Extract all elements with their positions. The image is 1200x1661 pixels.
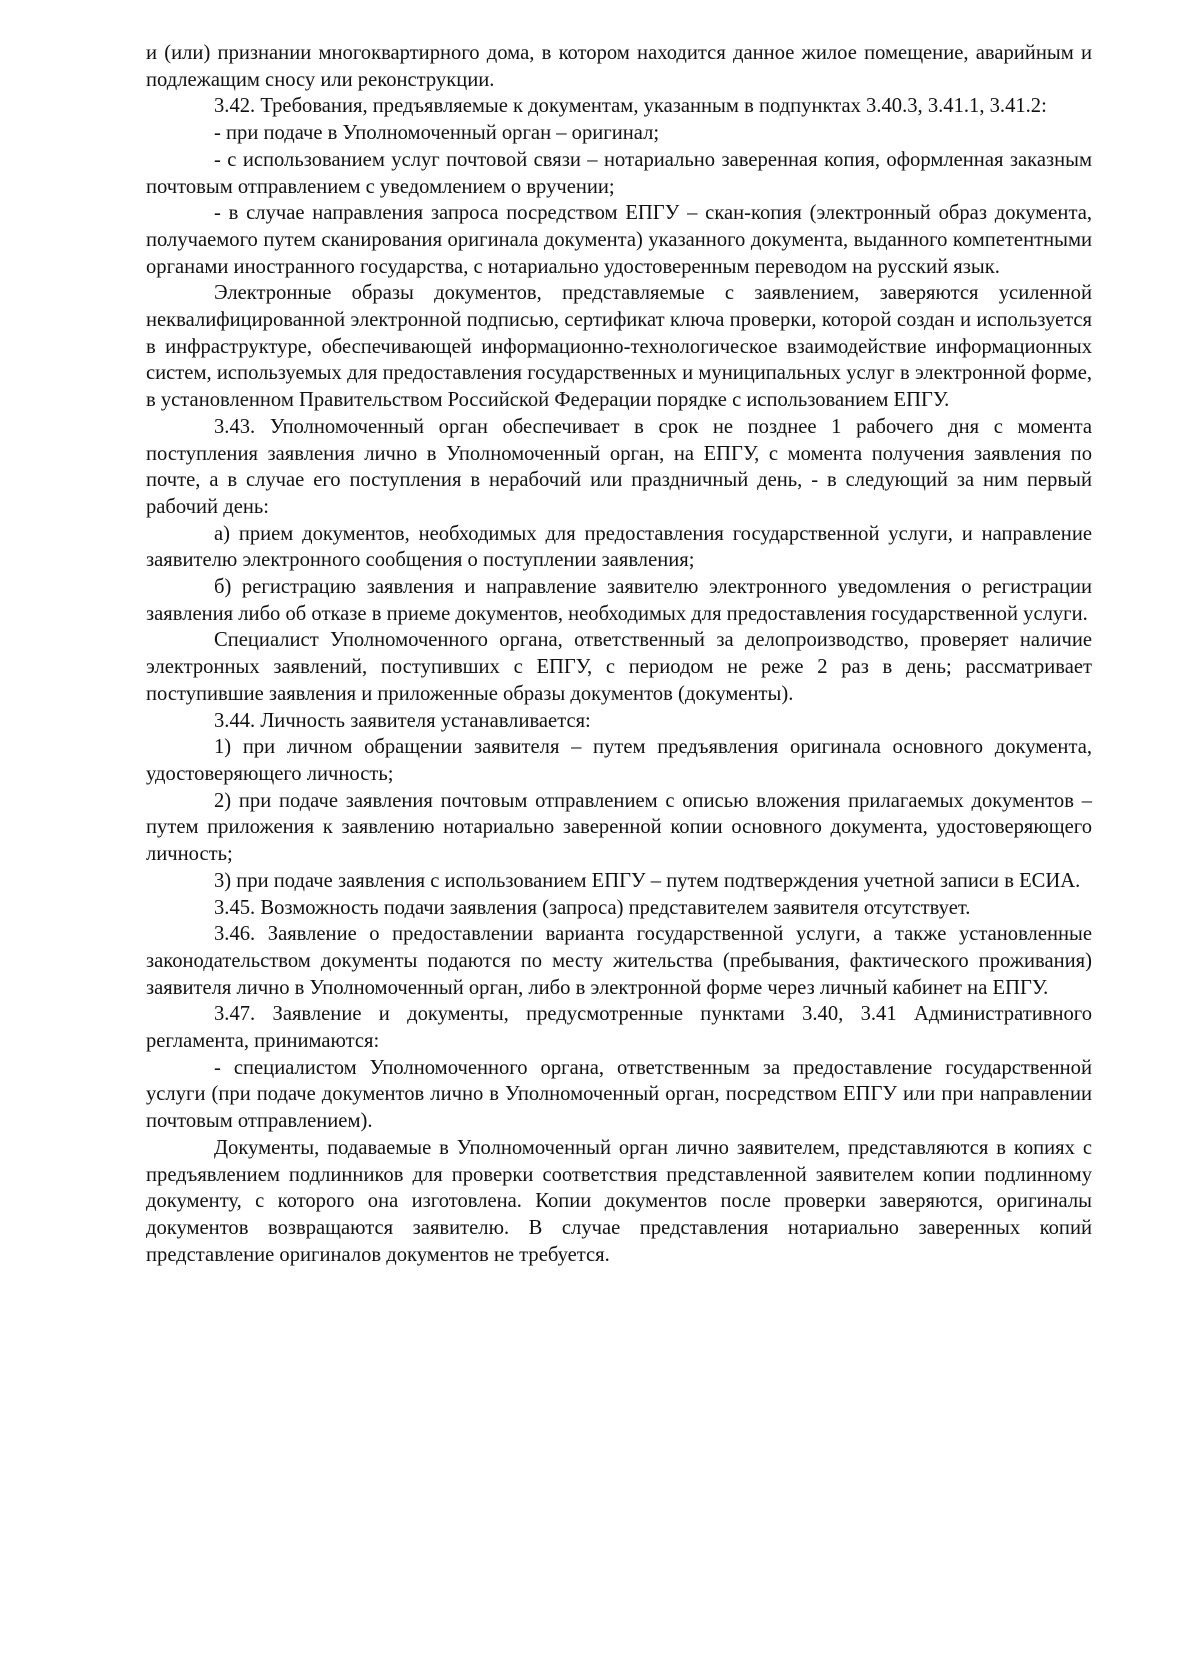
paragraph-copies: Документы, подаваемые в Уполномоченный орган лично заявителем, представляются в копиях с предъявлением подлинников для проверки соответствия представленной заявителем копии подлинному документу, с которого она изготовлена. Копии документов после проверки заверяются, оригиналы документов возвращаются заявителю. В случае представления нотариально заверенных копий представление оригиналов документов не требуется. [146, 1136, 1092, 1266]
paragraph-specialist: Специалист Уполномоченного органа, ответственный за делопроизводство, проверяет наличие электронных заявлений, поступивших с ЕПГУ, с периодом не реже 2 раз в день; рассматривает поступившие заявления и приложенные образы документов (документы). [146, 629, 1092, 705]
list-item-epgu-scan: - в случае направления запроса посредством ЕПГУ – скан-копия (электронный образ документа, получаемого путем сканирования оригинала документа) указанного документа, выданного компетентными органами иностранного государства, с нотариально удостоверенным переводом на русский язык. [146, 202, 1092, 278]
list-item-2: 2) при подаче заявления почтовым отправлением с описью вложения прилагаемых документов – путем приложения к заявлению нотариально заверенной копии основного документа, удостоверяющего личность; [146, 789, 1092, 866]
paragraph-3-45: 3.45. Возможность подачи заявления (запроса) представителем заявителя отсутствует. [214, 896, 971, 919]
list-item-postal: - с использованием услуг почтовой связи – нотариально заверенная копия, оформленная заказным почтовым отправлением с уведомлением о вручении; [146, 148, 1092, 198]
paragraph-3-46: 3.46. Заявление о предоставлении варианта государственной услуги, а также установленные законодательством документы подаются по месту жительства (пребывания, фактического проживания) заявителя лично в Уполномоченный орган, либо в электронной форме через личный кабинет на ЕПГУ. [146, 923, 1092, 999]
list-item-a: а) прием документов, необходимых для предоставления государственной услуги, и направление заявителю электронного сообщения о поступлении заявления; [146, 522, 1092, 572]
list-item-3: 3) при подаче заявления с использованием ЕПГУ – путем подтверждения учетной записи в ЕСИА. [214, 869, 1081, 892]
document-page [146, 40, 1092, 1268]
paragraph-electronic-images: Электронные образы документов, представляемые с заявлением, заверяются усиленной неквалифицированной электронной подписью, сертификат ключа проверки, которой создан и используется в инфраструктуре, обеспечивающей информационно-технологическое взаимодействие информационных систем, используемых для предоставления государственных и муниципальных услуг в электронной форме, в установленном Правительством Российской Федерации порядке с использованием ЕПГУ. [146, 282, 1092, 412]
list-item-original: - при подаче в Уполномоченный орган – оригинал; [214, 122, 660, 145]
list-item-specialist: - специалистом Уполномоченного органа, ответственным за предоставление государственной услуги (при подаче документов лично в Уполномоченный орган, посредством ЕПГУ или при направлении почтовым отправлением). [146, 1056, 1092, 1133]
paragraph-3-42: 3.42. Требования, предъявляемые к документам, указанным в подпунктах 3.40.3, 3.41.1, 3.41.2: [214, 95, 1047, 118]
list-item-1: 1) при личном обращении заявителя – путем предъявления оригинала основного документа, удостоверяющего личность; [146, 736, 1092, 785]
list-item-b: б) регистрацию заявления и направление заявителю электронного уведомления о регистрации заявления либо об отказе в приеме документов, необходимых для предоставления государственной услуги. [146, 576, 1092, 625]
paragraph-3-44: 3.44. Личность заявителя устанавливается: [214, 709, 591, 732]
paragraph-3-43: 3.43. Уполномоченный орган обеспечивает в срок не позднее 1 рабочего дня с момента поступления заявления лично в Уполномоченный орган, на ЕПГУ, с момента получения заявления по почте, а в случае его поступления в нерабочий или праздничный день, - в следующий за ним первый рабочий день: [146, 415, 1092, 518]
paragraph-3-47: 3.47. Заявление и документы, предусмотренные пунктами 3.40, 3.41 Административного регламента, принимаются: [146, 1003, 1092, 1053]
paragraph-continuation: и (или) признании многоквартирного дома, в котором находится данное жилое помещение, аварийным и подлежащим сносу или реконструкции. [146, 42, 1092, 91]
